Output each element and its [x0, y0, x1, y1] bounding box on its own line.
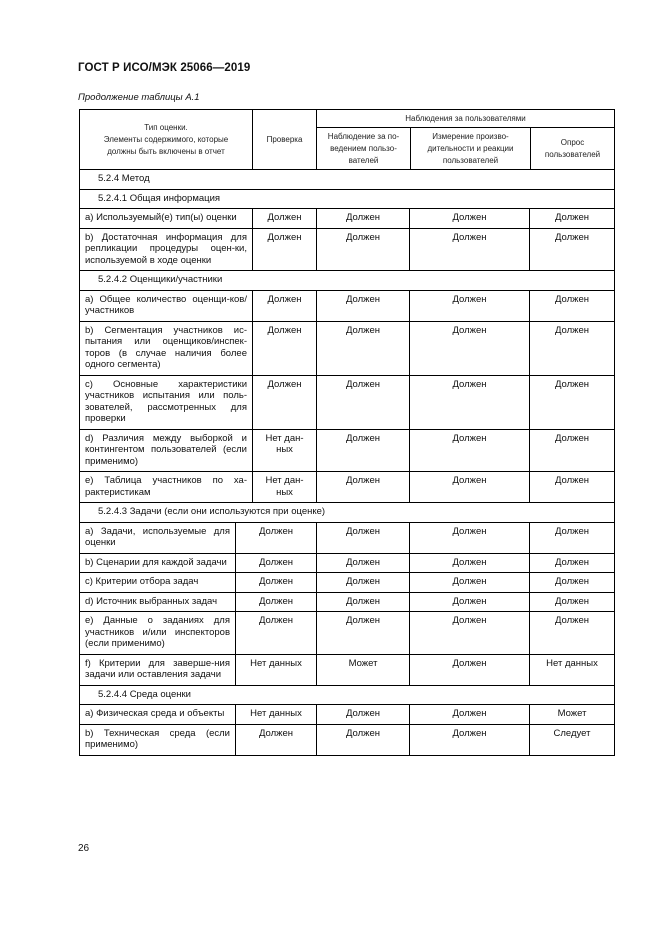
measurement-cell: Должен	[409, 554, 529, 573]
survey-cell: Должен	[529, 554, 614, 573]
check-cell: Должен	[252, 291, 316, 321]
check-cell: Нет данных	[235, 705, 316, 724]
survey-cell: Должен	[529, 291, 614, 321]
header-text: вателей	[348, 155, 379, 165]
header-behavior-observation	[317, 128, 410, 169]
check-cell: Нет дан-ных	[252, 472, 316, 502]
survey-cell: Должен	[529, 472, 614, 502]
check-cell: Должен	[252, 209, 316, 228]
check-cell: Должен	[235, 612, 316, 654]
measurement-cell: Должен	[409, 612, 529, 654]
header-text: Измерение произво-	[432, 131, 509, 141]
observation-cell: Должен	[316, 229, 409, 271]
header-text: пользователей	[442, 155, 499, 165]
item-cell: e) Таблица участников по ха-рактеристикам	[85, 475, 247, 498]
check-cell: Должен	[235, 593, 316, 612]
check-cell: Должен	[252, 229, 316, 271]
item-cell: a) Физическая среда и объекты	[85, 708, 225, 719]
measurement-cell: Должен	[409, 472, 529, 502]
item-cell: a) Общее количество оценщи-ков/ участников	[85, 293, 247, 316]
header-text: Тип оценки.	[144, 122, 188, 132]
observation-cell: Должен	[316, 322, 409, 375]
table-row	[79, 725, 615, 756]
header-user-observations	[316, 110, 614, 169]
section-row	[79, 170, 615, 190]
check-cell: Должен	[235, 523, 316, 553]
table-row	[79, 472, 615, 503]
table-continuation-caption: Продолжение таблицы А.1	[78, 92, 200, 103]
measurement-cell: Должен	[409, 229, 529, 271]
survey-cell: Должен	[529, 209, 614, 228]
check-cell: Должен	[235, 573, 316, 592]
table-row	[79, 593, 615, 613]
measurement-cell: Должен	[409, 725, 529, 755]
header-user-survey	[530, 128, 614, 169]
measurement-cell: Должен	[409, 291, 529, 321]
item-cell: b) Сегментация участников ис-пытания или оценщиков/инспек-торов (в случае наличия более одного сегмента)	[85, 324, 247, 370]
check-cell: Должен	[252, 376, 316, 429]
page-number: 26	[78, 843, 90, 854]
section-heading: 5.2.4.3 Задачи (если они используются при оценке)	[98, 506, 326, 517]
item-cell: a) Используемый(е) тип(ы) оценки	[85, 212, 237, 223]
section-heading: 5.2.4.2 Оценщики/участники	[98, 274, 223, 285]
section-row	[79, 503, 615, 523]
check-cell: Должен	[235, 554, 316, 573]
header-text: дительности и реакции	[427, 143, 514, 153]
measurement-cell: Должен	[409, 593, 529, 612]
item-cell: b) Достаточная информация для репликации процедуры оцен-ки, используемой в ходе оценки	[85, 231, 247, 266]
observation-cell: Должен	[316, 472, 409, 502]
observation-cell: Должен	[316, 523, 409, 553]
item-cell: f) Критерии для заверше-ния задачи или оставления задачи	[85, 657, 230, 680]
survey-cell: Следует	[529, 725, 614, 755]
observation-cell: Должен	[316, 573, 409, 592]
section-row	[79, 686, 615, 706]
table-row	[79, 209, 615, 229]
measurement-cell: Должен	[409, 376, 529, 429]
table-row	[79, 705, 615, 725]
section-heading: 5.2.4.1 Общая информация	[98, 192, 221, 204]
observation-cell: Должен	[316, 376, 409, 429]
table-row	[79, 291, 615, 322]
table-row	[79, 523, 615, 554]
item-cell: d) Источник выбранных задач	[85, 595, 218, 607]
table-row	[79, 229, 615, 272]
table-row	[79, 612, 615, 655]
observation-cell: Должен	[316, 612, 409, 654]
survey-cell: Должен	[529, 376, 614, 429]
survey-cell: Должен	[529, 523, 614, 553]
measurement-cell: Должен	[409, 655, 529, 685]
check-cell: Нет дан-ных	[252, 430, 316, 472]
survey-cell: Должен	[529, 322, 614, 375]
table-row	[79, 322, 615, 376]
survey-cell: Должен	[529, 593, 614, 612]
header-performance-measurement	[410, 128, 530, 169]
measurement-cell: Должен	[409, 430, 529, 472]
measurement-cell: Должен	[409, 573, 529, 592]
table-row	[79, 655, 615, 686]
observation-cell: Может	[316, 655, 409, 685]
item-cell: c) Критерии отбора задач	[85, 576, 199, 587]
table-row	[79, 554, 615, 574]
measurement-cell: Должен	[409, 322, 529, 375]
header-text: пользователей	[544, 149, 601, 159]
item-cell: d) Различия между выборкой и контингентом пользователей (если применимо)	[85, 432, 247, 467]
item-cell: e) Данные о заданиях для участников и/или инспекторов (если применимо)	[85, 615, 230, 649]
check-cell: Должен	[252, 322, 316, 375]
check-cell: Должен	[235, 725, 316, 755]
document-title: ГОСТ Р ИСО/МЭК 25066—2019	[78, 62, 251, 74]
requirements-table	[79, 109, 615, 756]
measurement-cell: Должен	[409, 209, 529, 228]
section-heading: 5.2.4.4 Среда оценки	[98, 688, 191, 700]
observation-cell: Должен	[316, 554, 409, 573]
measurement-cell: Должен	[409, 523, 529, 553]
header-text: Наблюдение за по-	[327, 131, 400, 141]
table-row	[79, 573, 615, 593]
header-check: Проверка	[252, 110, 316, 169]
survey-cell: Нет данных	[529, 655, 614, 685]
survey-cell: Должен	[529, 430, 614, 472]
check-cell: Нет данных	[235, 655, 316, 685]
observation-cell: Должен	[316, 430, 409, 472]
section-row	[79, 271, 615, 291]
item-cell: b) Сценарии для каждой задачи	[85, 556, 227, 568]
section-row	[79, 190, 615, 210]
survey-cell: Должен	[529, 229, 614, 271]
survey-cell: Должен	[529, 612, 614, 654]
table-header	[79, 110, 615, 170]
section-heading: 5.2.4 Метод	[98, 173, 150, 184]
survey-cell: Может	[529, 705, 614, 724]
observation-cell: Должен	[316, 291, 409, 321]
item-cell: b) Техническая среда (если применимо)	[85, 727, 230, 750]
item-cell: c) Основные характеристики участников испытания или поль-зователей, рассмотренных для проверки	[85, 378, 247, 424]
header-text: должны быть включены в отчет	[107, 146, 225, 156]
observation-cell: Должен	[316, 209, 409, 228]
header-text: ведением пользо-	[330, 143, 397, 153]
header-group-label: Наблюдения за пользователями	[317, 110, 614, 128]
observation-cell: Должен	[316, 593, 409, 612]
table-row	[79, 376, 615, 430]
item-cell: a) Задачи, используемые для оценки	[85, 525, 230, 548]
header-report-content	[80, 110, 252, 169]
observation-cell: Должен	[316, 705, 409, 724]
observation-cell: Должен	[316, 725, 409, 755]
header-text: Опрос	[560, 137, 585, 147]
header-text: Элементы содержимого, которые	[103, 134, 229, 144]
measurement-cell: Должен	[409, 705, 529, 724]
table-row	[79, 430, 615, 473]
survey-cell: Должен	[529, 573, 614, 592]
